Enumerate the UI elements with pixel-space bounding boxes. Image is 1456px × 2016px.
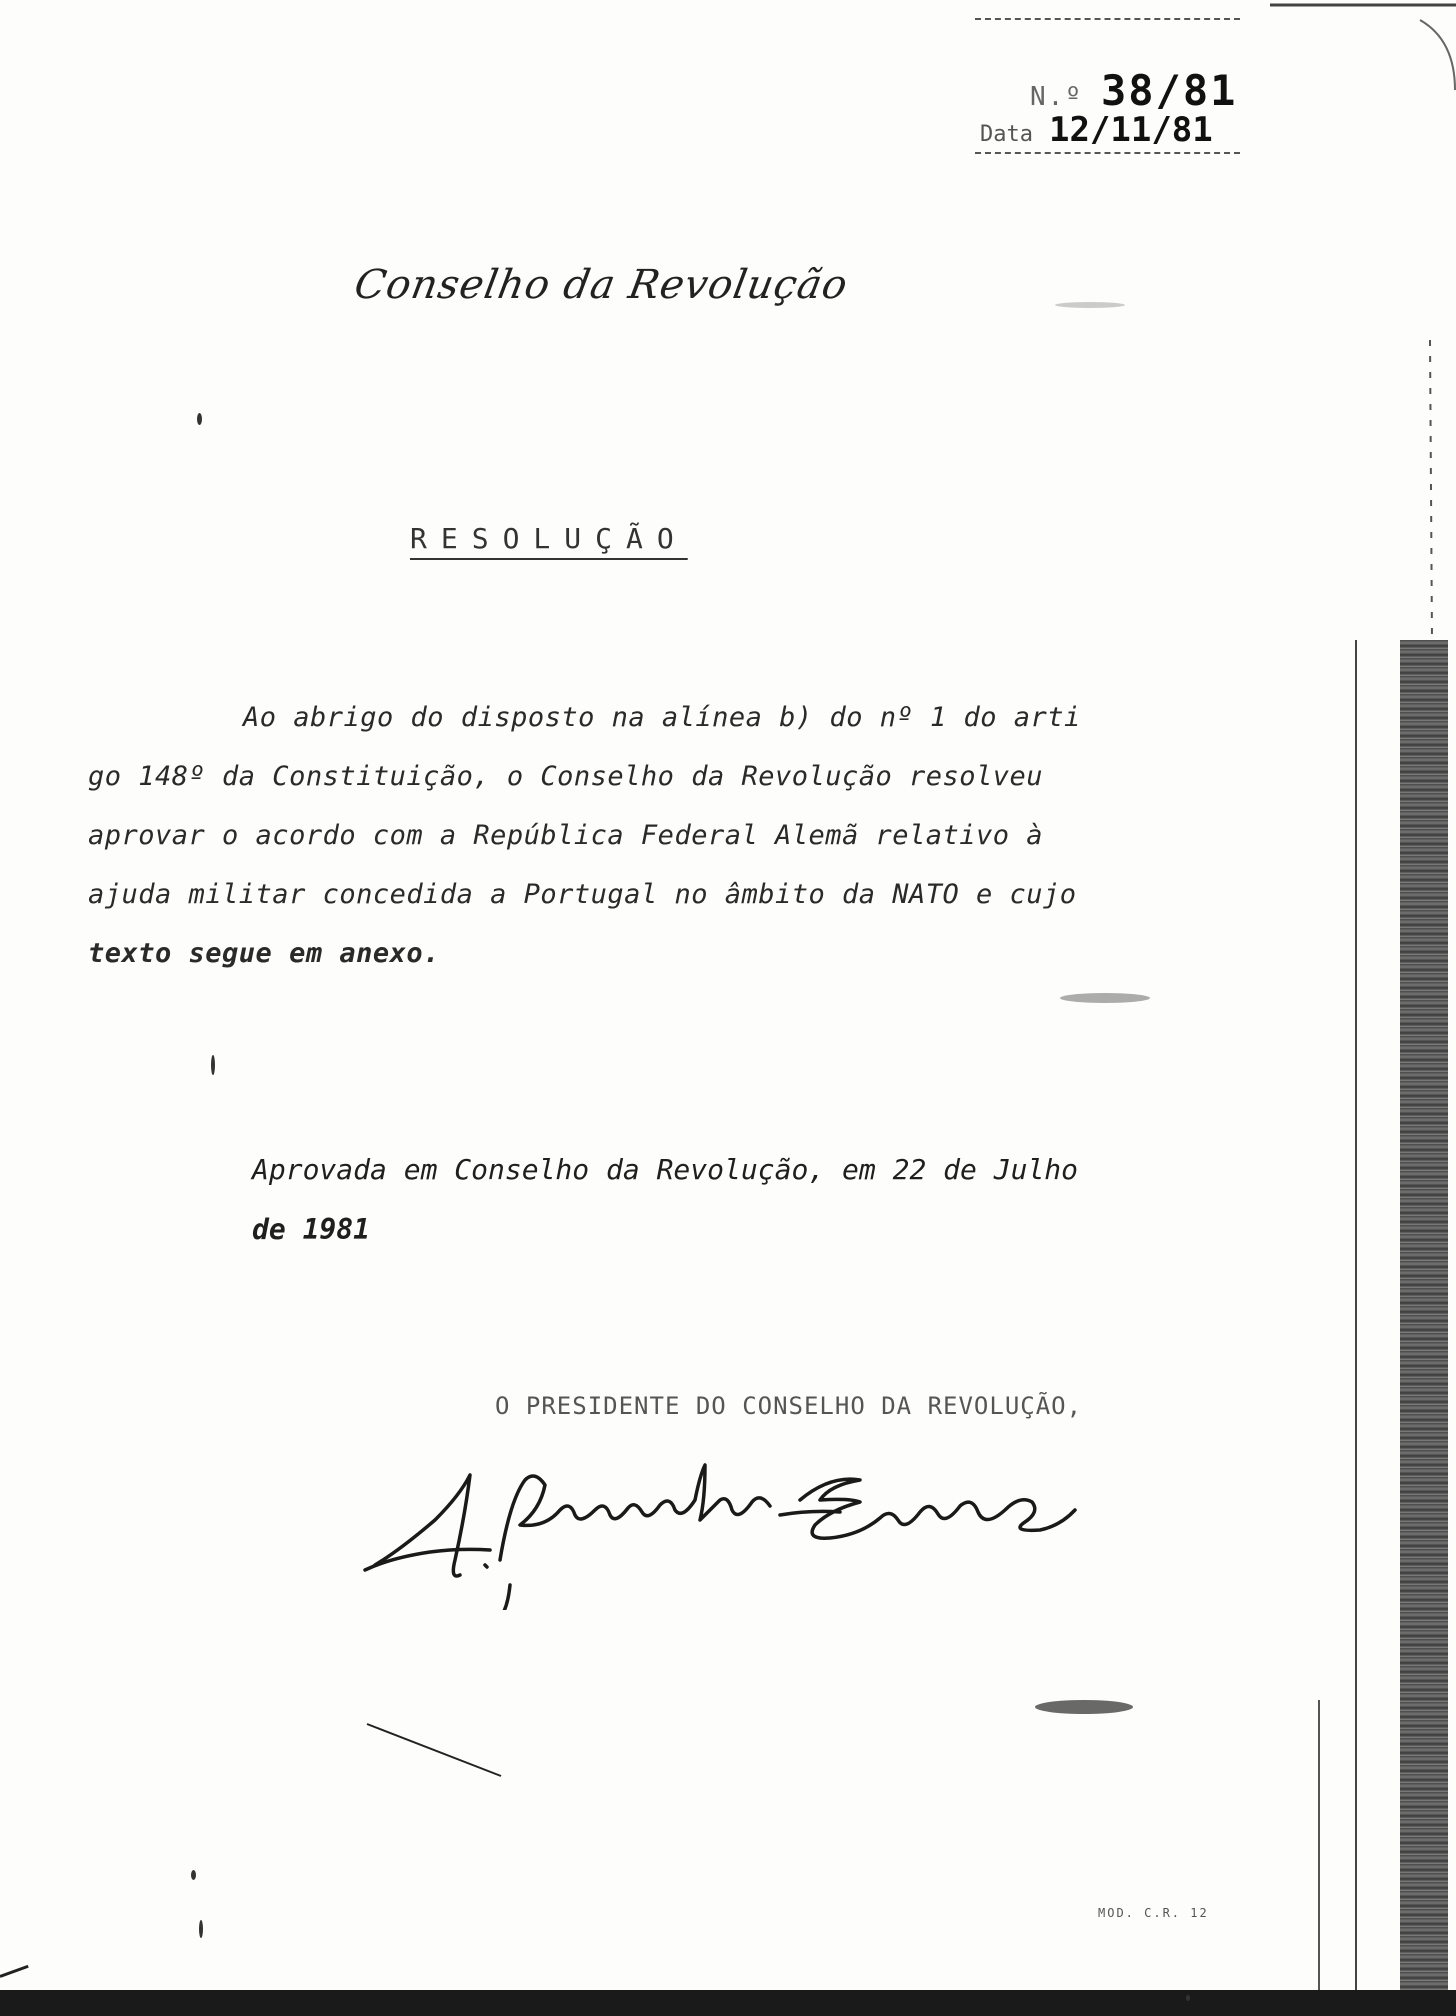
scan-edge-line-lower <box>1318 1700 1320 2016</box>
scan-edge-line <box>1355 640 1357 2016</box>
scan-speck <box>1060 993 1150 1003</box>
registry-date-prefix: Data <box>980 122 1033 147</box>
body-line: ajuda militar concedida a Portugal no âmbito da NATO e cujo <box>88 879 1077 910</box>
body-line: texto segue em anexo. <box>88 938 440 969</box>
scan-speck <box>197 413 202 425</box>
document-heading: RESOLUÇÃO <box>410 522 688 555</box>
signatory-title: O PRESIDENTE DO CONSELHO DA REVOLUÇÃO, <box>495 1392 1083 1420</box>
resolution-body <box>88 688 1118 983</box>
letterhead: Conselho da Revolução <box>350 262 852 308</box>
registry-number <box>1030 66 1237 115</box>
scan-edge-shadow-right <box>1400 640 1448 2016</box>
handwritten-signature <box>360 1440 1100 1610</box>
approval-line: de 1981 <box>252 1213 371 1246</box>
scan-speck <box>1035 1700 1133 1714</box>
approval-statement <box>252 1140 1078 1260</box>
form-model-code: MOD. C.R. 12 <box>1098 1906 1209 1920</box>
registry-number-value: 38/81 <box>1100 66 1238 115</box>
scan-speck <box>211 1055 215 1075</box>
registry-number-prefix: N.º <box>1030 82 1083 112</box>
scan-mark <box>0 1965 29 1978</box>
scan-speck <box>191 1870 196 1880</box>
scan-speck <box>199 1920 203 1938</box>
body-line: go 148º da Constituição, o Conselho da Revolução resolveu <box>88 761 1044 792</box>
body-line: Ao abrigo do disposto na alínea b) do nº 1 do arti <box>243 702 1081 733</box>
scan-speck <box>1186 1995 1190 2001</box>
registry-date-value: 12/11/81 <box>1048 110 1213 150</box>
stray-pen-mark <box>365 1720 505 1780</box>
scan-page-curl <box>1270 0 1456 640</box>
scan-speck <box>1055 302 1125 308</box>
registry-date <box>980 110 1213 150</box>
body-line: aprovar o acordo com a República Federal Alemã relativo à <box>88 820 1044 851</box>
scan-edge-shadow-bottom <box>0 1990 1456 2016</box>
approval-line: Aprovada em Conselho da Revolução, em 22 de Julho <box>252 1153 1079 1186</box>
